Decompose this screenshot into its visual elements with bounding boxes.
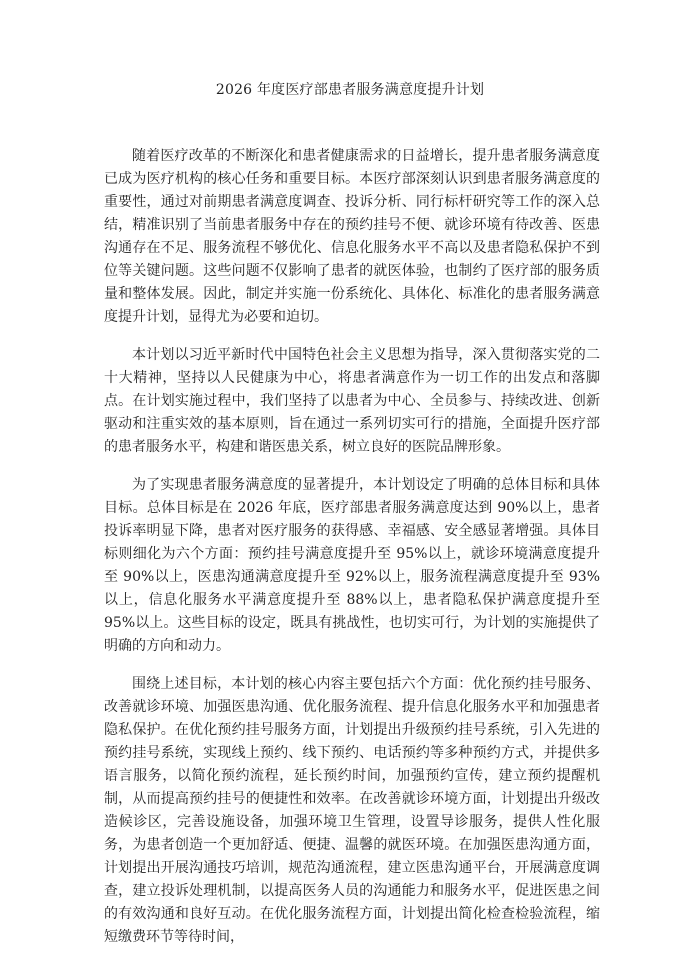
paragraph-goals: 为了实现患者服务满意度的显著提升，本计划设定了明确的总体目标和具体目标。总体目标是在 2026 年底，医疗部患者服务满意度达到 90%以上，患者投诉率明显下降，患者对医疗服务的获得感、幸福感、安全感显著增强。具体目标则细化为六个方面：预约挂号满意度提升至 95%以上，就诊环境满意度提升至 90%以上，医患沟通满意度提升至 92%以上，服务流程满意度提升至 93%以上，信息化服务水平满意度提升至 88%以上，患者隐私保护满意度提升至 95%以上。这些目标的设定，既具有挑战性，也切实可行，为计划的实施提供了明确的方向和动力。 [104,477,600,654]
document-title: 2026 年度医疗部患者服务满意度提升计划 [215,82,485,98]
paragraph-core-content: 围绕上述目标，本计划的核心内容主要包括六个方面：优化预约挂号服务、改善就诊环境、加强医患沟通、优化服务流程、提升信息化服务水平和加强患者隐私保护。在优化预约挂号服务方面，计划提出升级预约挂号系统，引入先进的预约挂号系统，实现线上预约、线下预约、电话预约等多种预约方式，并提供多语言服务，以简化预约流程，延长预约时间，加强预约宣传，建立预约提醒机制，从而提高预约挂号的便捷性和效率。在改善就诊环境方面，计划提出升级改造候诊区，完善设施设备，加强环境卫生管理，设置导诊服务，提供人性化服务，为患者创造一个更加舒适、便捷、温馨的就医环境。在加强医患沟通方面，计划提出开展沟通技巧培训，规范沟通流程，建立医患沟通平台，开展满意度调查，建立投诉处理机制，以提高医务人员的沟通能力和服务水平，促进医患之间的有效沟通和良好互动。在优化服务流程方面，计划提出简化检查检验流程，缩短缴费环节等待时间， [104,676,600,945]
paragraph-background: 随着医疗改革的不断深化和患者健康需求的日益增长，提升患者服务满意度已成为医疗机构的核心任务和重要目标。本医疗部深刻认识到患者服务满意度的重要性，通过对前期患者满意度调查、投诉分析、同行标杆研究等工作的深入总结，精准识别了当前患者服务中存在的预约挂号不便、就诊环境有待改善、医患沟通存在不足、服务流程不够优化、信息化服务水平不高以及患者隐私保护不到位等关键问题。这些问题不仅影响了患者的就医体验，也制约了医疗部的服务质量和整体发展。因此，制定并实施一份系统化、具体化、标准化的患者服务满意度提升计划，显得尤为必要和迫切。 [104,148,600,325]
paragraph-guiding-principles: 本计划以习近平新时代中国特色社会主义思想为指导，深入贯彻落实党的二十大精神，坚持以人民健康为中心，将患者满意作为一切工作的出发点和落脚点。在计划实施过程中，我们坚持了以患者为中心、全员参与、持续改进、创新驱动和注重实效的基本原则，旨在通过一系列切实可行的措施，全面提升医疗部的患者服务水平，构建和谐医患关系，树立良好的医院品牌形象。 [104,347,600,455]
document-body [104,145,600,964]
